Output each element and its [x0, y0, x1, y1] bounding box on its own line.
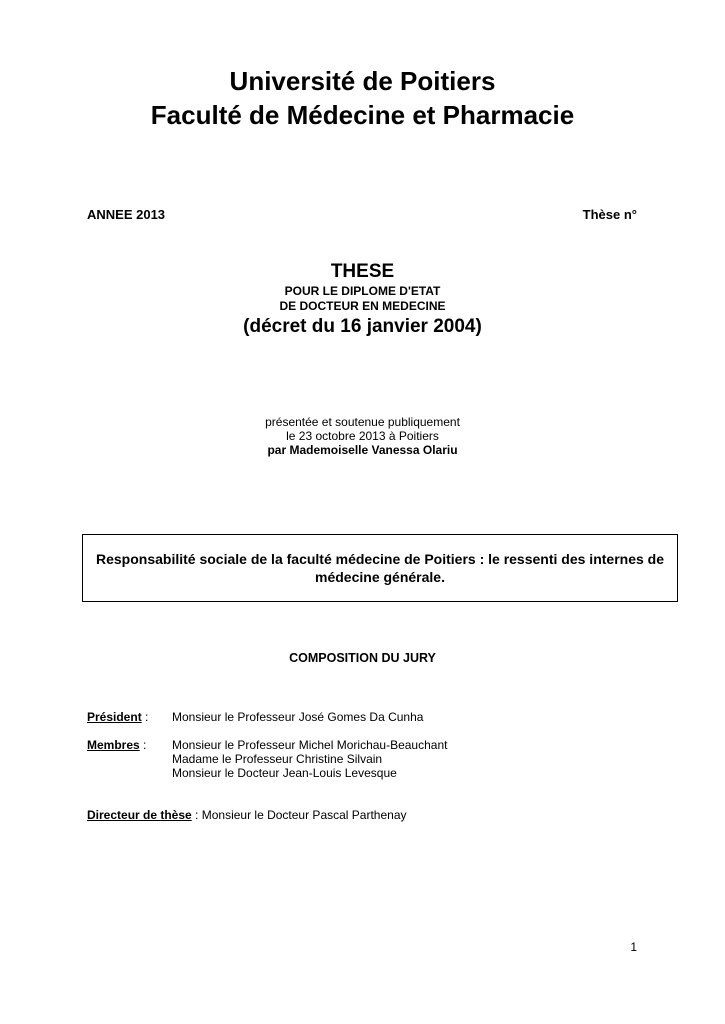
decree-line: (décret du 16 janvier 2004)	[243, 316, 482, 337]
member-item: Monsieur le Professeur Michel Morichau-Beauchant	[172, 738, 448, 752]
president-label	[87, 710, 148, 724]
thesis-number: Thèse n°	[582, 207, 637, 222]
page-number: 1	[630, 940, 637, 954]
president-name: Monsieur le Professeur José Gomes Da Cunha	[172, 710, 424, 724]
presentation-line-1: présentée et soutenue publiquement	[265, 415, 460, 429]
thesis-heading: THESE	[330, 261, 395, 282]
member-item: Madame le Professeur Christine Silvain	[172, 752, 383, 766]
members-label	[87, 738, 146, 752]
author-name: par Mademoiselle Vanessa Olariu	[267, 443, 458, 457]
faculty-title: Faculté de Médecine et Pharmacie	[150, 100, 575, 130]
members-label-text: Membres	[87, 738, 140, 752]
members-list	[172, 738, 447, 780]
diploma-line-2: DE DOCTEUR EN MEDECINE	[279, 299, 446, 313]
university-title: Université de Poitiers	[229, 66, 496, 96]
members-separator: :	[139, 738, 147, 752]
director-label: Directeur de thèse	[87, 808, 192, 822]
director-name: : Monsieur le Docteur Pascal Parthenay	[191, 808, 407, 822]
thesis-subject-box	[82, 534, 678, 602]
president-separator: :	[141, 710, 149, 724]
academic-year: ANNEE 2013	[87, 207, 166, 222]
president-label-text: Président	[87, 710, 142, 724]
presentation-date: le 23 octobre 2013 à Poitiers	[286, 429, 439, 443]
jury-heading: COMPOSITION DU JURY	[289, 651, 436, 665]
thesis-subject: Responsabilité sociale de la faculté médecine de Poitiers : le ressenti des internes de médecine générale.	[96, 551, 664, 585]
diploma-line-1: POUR LE DIPLOME D'ETAT	[284, 284, 441, 298]
thesis-director	[87, 808, 407, 822]
member-item: Monsieur le Docteur Jean-Louis Levesque	[172, 766, 397, 780]
